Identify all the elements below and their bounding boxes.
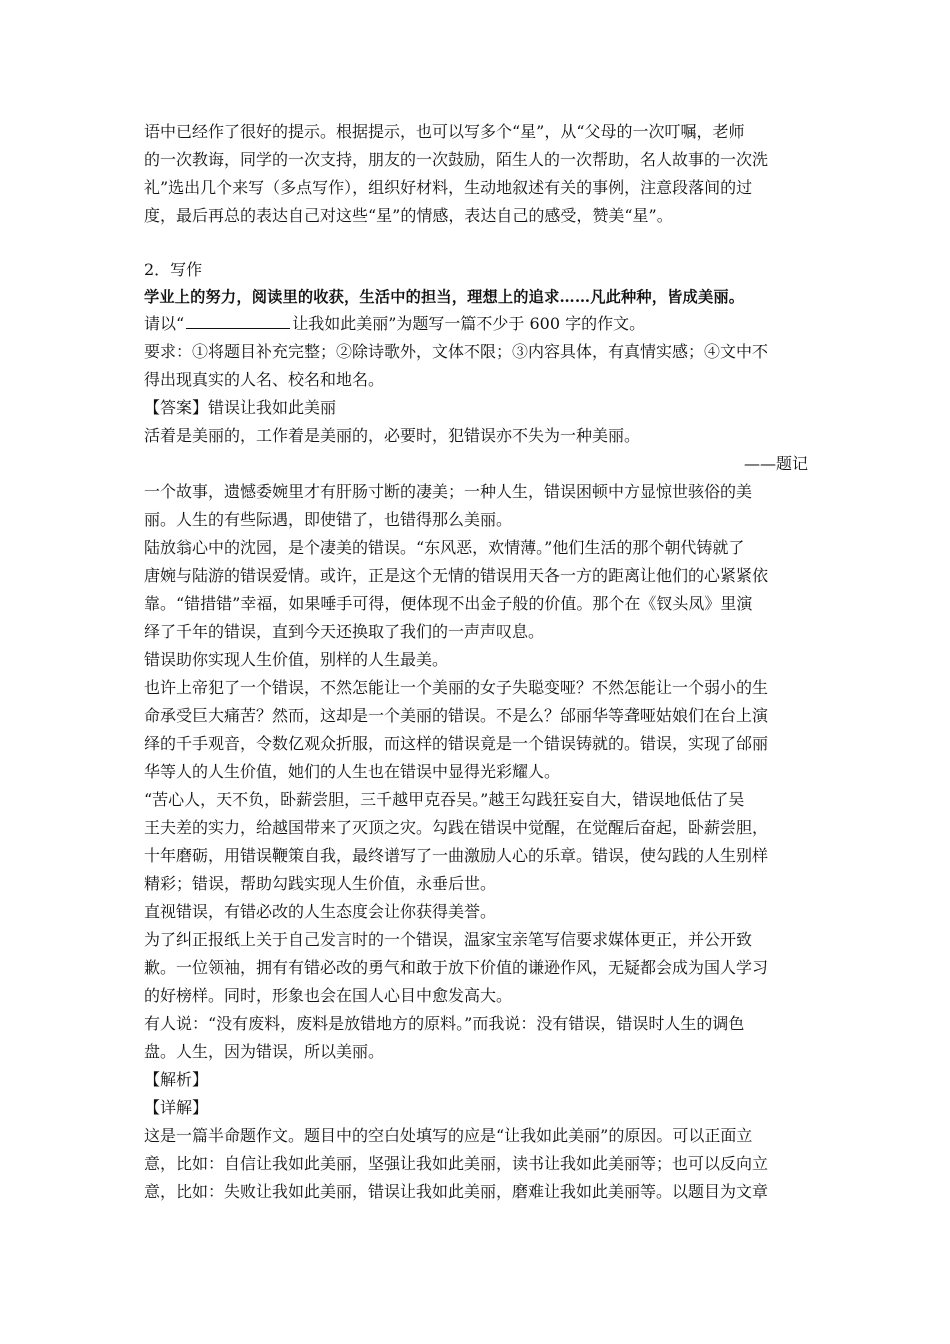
answer-body-line: 王夫差的实力，给越国带来了灭顶之灾。勾践在错误中觉醒，在觉醒后奋起，卧薪尝胆， bbox=[144, 818, 769, 837]
prompt-after: 让我如此美丽”为题写一篇不少于 600 字的作文。 bbox=[292, 314, 646, 333]
answer-body-line: 歉。一位领袖，拥有有错必改的勇气和敢于放下价值的谦逊作风，无疑都会成为国人学习 bbox=[144, 958, 769, 977]
answer-body-line: 命承受巨大痛苦？然而，这却是一个美丽的错误。不是么？邰丽华等聋哑姑娘们在台上演 bbox=[144, 706, 769, 725]
text-line: 礼”选出几个来写（多点写作），组织好材料，生动地叙述有关的事例，注意段落间的过 bbox=[144, 178, 753, 197]
requirements-line: 要求：①将题目补充完整；②除诗歌外，文体不限；③内容具体，有真情实感；④文中不 bbox=[144, 342, 769, 361]
answer-body-line: “苦心人，天不负，卧薪尝胆，三千越甲克吞吴。”越王勾践狂妄自大，错误地低估了吴 bbox=[144, 790, 745, 809]
fill-blank-line bbox=[186, 310, 290, 329]
text-line: 度，最后再总的表达自己对这些“星”的情感，表达自己的感受，赞美“星”。 bbox=[144, 206, 673, 225]
detail-label: 【详解】 bbox=[144, 1098, 209, 1117]
text-line: 的一次教诲，同学的一次支持，朋友的一次鼓励，陌生人的一次帮助，名人故事的一次洗 bbox=[144, 150, 769, 169]
answer-body-line: 一个故事，遗憾委婉里才有肝肠寸断的凄美；一种人生，错误困顿中方显惊世骇俗的美 bbox=[144, 482, 753, 501]
question-2 bbox=[144, 256, 808, 394]
previous-answer-tail bbox=[144, 118, 808, 230]
question-intro: 学业上的努力，阅读里的收获，生活中的担当，理想上的追求……凡此种种，皆成美丽。 bbox=[144, 288, 745, 306]
answer-body-line: 直视错误，有错必改的人生态度会让你获得美誉。 bbox=[144, 902, 497, 921]
text-line: 意，比如：自信让我如此美丽，坚强让我如此美丽，读书让我如此美丽等；也可以反向立 bbox=[144, 1154, 769, 1173]
answer-body-line: 十年磨砺，用错误鞭策自我，最终谱写了一曲激励人心的乐章。错误，使勾践的人生别样 bbox=[144, 846, 769, 865]
answer-body-line: 有人说：“没有废料，废料是放错地方的原料。”而我说：没有错误，错误时人生的调色 bbox=[144, 1014, 745, 1033]
text-line: 语中已经作了很好的提示。根据提示，也可以写多个“星”，从“父母的一次叮嘱，老师 bbox=[144, 122, 745, 141]
answer-body-line: 盘。人生，因为错误，所以美丽。 bbox=[144, 1042, 385, 1061]
answer-body-line: 的好榜样。同时，形象也会在国人心目中愈发高大。 bbox=[144, 986, 513, 1005]
answer-body-line: 华等人的人生价值，她们的人生也在错误中显得光彩耀人。 bbox=[144, 762, 561, 781]
requirements-line: 得出现真实的人名、校名和地名。 bbox=[144, 370, 385, 389]
question-prompt bbox=[144, 310, 808, 338]
epigraph: 活着是美丽的，工作着是美丽的，必要时，犯错误亦不失为一种美丽。 bbox=[144, 426, 641, 445]
answer-body bbox=[144, 478, 808, 1066]
answer-body-line: 绎了千年的错误，直到今天还换取了我们的一声声叹息。 bbox=[144, 622, 545, 641]
answer-body-line: 唐婉与陆游的错误爱情。或许，正是这个无情的错误用天各一方的距离让他们的心紧紧依 bbox=[144, 566, 769, 585]
text-line: 意，比如：失败让我如此美丽，错误让我如此美丽，磨难让我如此美丽等。以题目为文章 bbox=[144, 1182, 769, 1201]
answer-body-line: 也许上帝犯了一个错误，不然怎能让一个美丽的女子失聪变哑？不然怎能让一个弱小的生 bbox=[144, 678, 769, 697]
question-number-title: 2．写作 bbox=[144, 260, 203, 279]
answer-body-line: 陆放翁心中的沈园，是个凄美的错误。“东风恶，欢情薄。”他们生活的那个朝代铸就了 bbox=[144, 538, 745, 557]
answer-body-line: 绎的千手观音，令数亿观众折服，而这样的错误竟是一个错误铸就的。错误，实现了邰丽 bbox=[144, 734, 769, 753]
epigraph-source: ——题记 bbox=[743, 454, 808, 473]
text-line: 这是一篇半命题作文。题目中的空白处填写的应是“让我如此美丽”的原因。可以正面立 bbox=[144, 1126, 753, 1145]
answer-body-line: 丽。人生的有些际遇，即使错了，也错得那么美丽。 bbox=[144, 510, 513, 529]
document-page bbox=[144, 118, 808, 1206]
answer-body-line: 错误助你实现人生价值，别样的人生最美。 bbox=[144, 650, 449, 669]
answer-body-line: 精彩；错误，帮助勾践实现人生价值，永垂后世。 bbox=[144, 874, 497, 893]
answer-body-line: 为了纠正报纸上关于自己发言时的一个错误，温家宝亲笔写信要求媒体更正，并公开致 bbox=[144, 930, 753, 949]
answer-label-title: 【答案】错误让我如此美丽 bbox=[144, 398, 337, 417]
spacer bbox=[144, 230, 808, 256]
answer-body-line: 靠。“错措错”幸福，如果唾手可得，便体现不出金子般的价值。那个在《钗头凤》里演 bbox=[144, 594, 753, 613]
prompt-before: 请以“ bbox=[144, 314, 185, 333]
answer-section bbox=[144, 394, 808, 1066]
analysis-label: 【解析】 bbox=[144, 1070, 209, 1089]
analysis-section bbox=[144, 1066, 808, 1206]
